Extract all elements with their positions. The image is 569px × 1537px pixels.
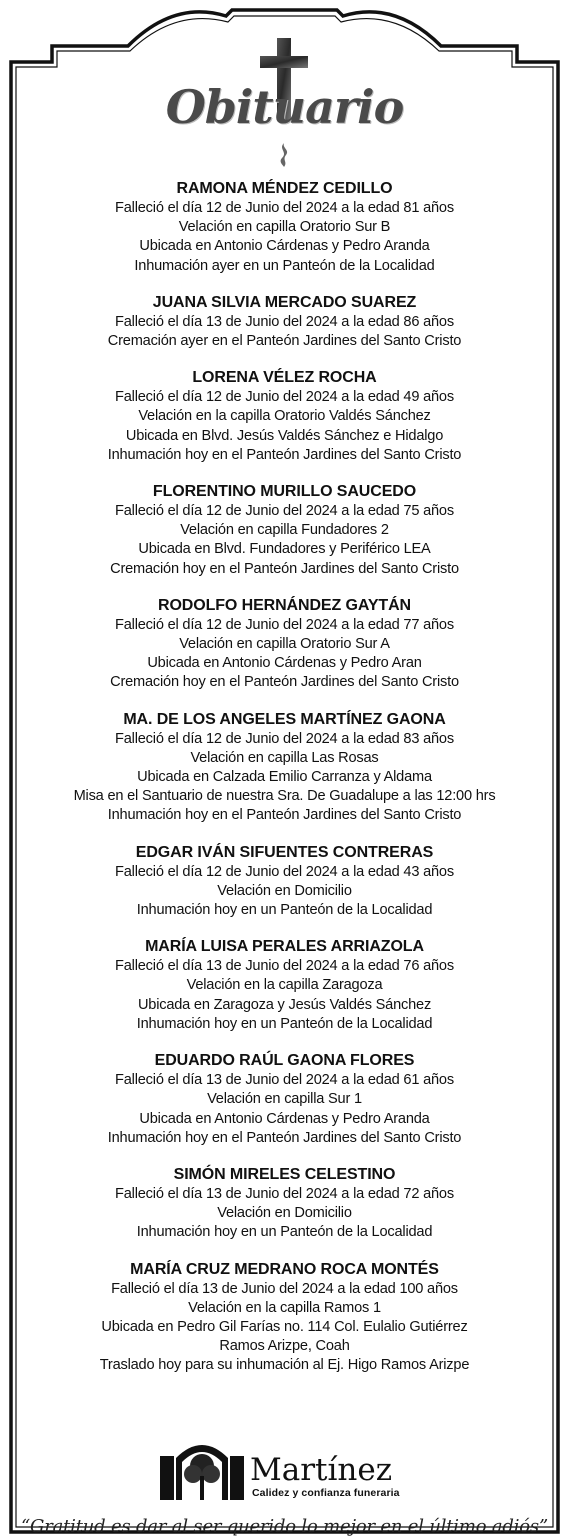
entry-detail-line: Cremación ayer en el Panteón Jardines del Santo Cristo [107,333,462,350]
entry-detail-line: Falleció el día 12 de Junio del 2024 a la edad 81 años [115,200,454,216]
entry-detail-line: Ubicada en Zaragoza y Jesús Valdés Sánchez [137,996,432,1013]
entry-detail-line: Falleció el día 13 de Junio del 2024 a la edad 76 años [115,958,454,975]
entry-detail-line: Ubicada en Calzada Emilio Carranza y Aldama [137,769,432,786]
obituary-entry [26,936,543,1034]
deceased-name: EDGAR IVÁN SIFUENTES CONTRERAS [135,843,434,861]
brand-tagline: Calidez y confianza funeraria [252,1487,400,1499]
brand-name: Martínez [250,1452,393,1488]
header [0,38,569,178]
entry-detail-line: Velación en capilla Fundadores 2 [180,522,389,539]
chapel-tree-logo-icon [160,1436,244,1500]
obituary-entry [26,367,543,465]
entry-detail-line: Inhumación hoy en un Panteón de la Localidad [136,902,433,919]
deceased-name: MARÍA LUISA PERALES ARRIAZOLA [145,938,424,956]
entry-detail-line: Velación en la capilla Oratorio Valdés Sánchez [138,408,431,425]
entry-detail-line: Traslado hoy para su inhumación al Ej. Higo Ramos Arizpe [99,1357,470,1374]
entry-detail-line: Inhumación ayer en un Panteón de la Localidad [134,257,435,274]
entry-detail-line: Ubicada en Antonio Cárdenas y Pedro Aranda [139,1110,430,1127]
entry-detail-line: Inhumación hoy en el Panteón Jardines del Santo Cristo [107,446,462,463]
entry-detail-line: Falleció el día 12 de Junio del 2024 a la edad 49 años [115,389,454,406]
entry-detail-line: Velación en capilla Oratorio Sur A [179,636,390,653]
entry-detail-line: Ubicada en Blvd. Jesús Valdés Sánchez e Hidalgo [125,427,444,444]
entry-detail-line: Velación en Domicilio [217,1205,352,1222]
deceased-name: LORENA VÉLEZ ROCHA [192,369,377,387]
entry-detail-line: Velación en la capilla Zaragoza [186,977,383,994]
obituary-entry [26,1050,543,1148]
entry-detail-line: Inhumación hoy en un Panteón de la Localidad [136,1224,433,1241]
entry-detail-line: Falleció el día 12 de Junio del 2024 a la edad 83 años [115,730,454,747]
entry-detail-line: Ubicada en Pedro Gil Farías no. 114 Col. Eulalio Gutiérrez [101,1318,468,1335]
deceased-name: RODOLFO HERNÁNDEZ GAYTÁN [157,596,411,614]
flame-ornament-icon [276,142,292,168]
deceased-name: RAMONA MÉNDEZ CEDILLO [176,180,393,197]
entry-detail-line: Ramos Arizpe, Coah [219,1338,350,1355]
entry-detail-line: Falleció el día 13 de Junio del 2024 a la edad 86 años [115,313,454,330]
entry-detail-line: Inhumación hoy en el Panteón Jardines del Santo Cristo [107,807,462,824]
obituary-entry [26,595,543,693]
entry-detail-line: Velación en capilla Sur 1 [207,1091,362,1108]
entry-detail-line: Inhumación hoy en un Panteón de la Localidad [136,1015,433,1032]
deceased-name: FLORENTINO MURILLO SAUCEDO [152,483,417,501]
footer-quote: “Gratitud es dar al ser querido lo mejor en el último adiós” [21,1516,548,1537]
entry-detail-line: Ubicada en Antonio Cárdenas y Pedro Aran [147,655,422,672]
entry-detail-line: Falleció el día 12 de Junio del 2024 a la edad 77 años [115,616,454,633]
entry-detail-line: Ubicada en Antonio Cárdenas y Pedro Aranda [139,238,430,255]
obituary-entry [26,481,543,579]
deceased-name: EDUARDO RAÚL GAONA FLORES [154,1052,415,1070]
entry-detail-line: Falleció el día 13 de Junio del 2024 a la edad 61 años [115,1072,454,1089]
obituary-entry [26,1259,543,1376]
page-title: Obituario [165,80,404,134]
obituary-list [26,178,543,1392]
entry-detail-line: Velación en capilla Las Rosas [190,749,379,766]
footer [0,1432,569,1536]
entry-detail-line: Misa en el Santuario de nuestra Sra. De Guadalupe a las 12:00 hrs [73,788,496,805]
entry-detail-line: Inhumación hoy en el Panteón Jardines del Santo Cristo [107,1129,462,1146]
obituary-entry [26,709,543,826]
entry-detail-line: Falleció el día 12 de Junio del 2024 a la edad 75 años [115,503,454,520]
deceased-name: SIMÓN MIRELES CELESTINO [173,1165,396,1183]
entry-detail-line: Falleció el día 13 de Junio del 2024 a la edad 100 años [111,1280,458,1297]
entry-detail-line: Ubicada en Blvd. Fundadores y Periférico LEA [138,541,431,558]
entry-detail-line: Cremación hoy en el Panteón Jardines del Santo Cristo [110,560,459,577]
deceased-name: MA. DE LOS ANGELES MARTÍNEZ GAONA [123,710,446,728]
obituary-entry [26,1164,543,1243]
obituary-entry [26,292,543,351]
deceased-name: MARÍA CRUZ MEDRANO ROCA MONTÉS [130,1260,439,1278]
obituary-entry [26,842,543,921]
entry-detail-line: Falleció el día 13 de Junio del 2024 a la edad 72 años [115,1185,454,1202]
obituary-entry [26,178,543,276]
entry-detail-line: Cremación hoy en el Panteón Jardines del Santo Cristo [110,674,459,691]
deceased-name: JUANA SILVIA MERCADO SUAREZ [152,293,417,311]
entry-detail-line: Velación en capilla Oratorio Sur B [178,219,391,236]
entry-detail-line: Falleció el día 12 de Junio del 2024 a la edad 43 años [115,863,454,880]
entry-detail-line: Velación en Domicilio [217,882,352,899]
entry-detail-line: Velación en la capilla Ramos 1 [188,1299,381,1316]
